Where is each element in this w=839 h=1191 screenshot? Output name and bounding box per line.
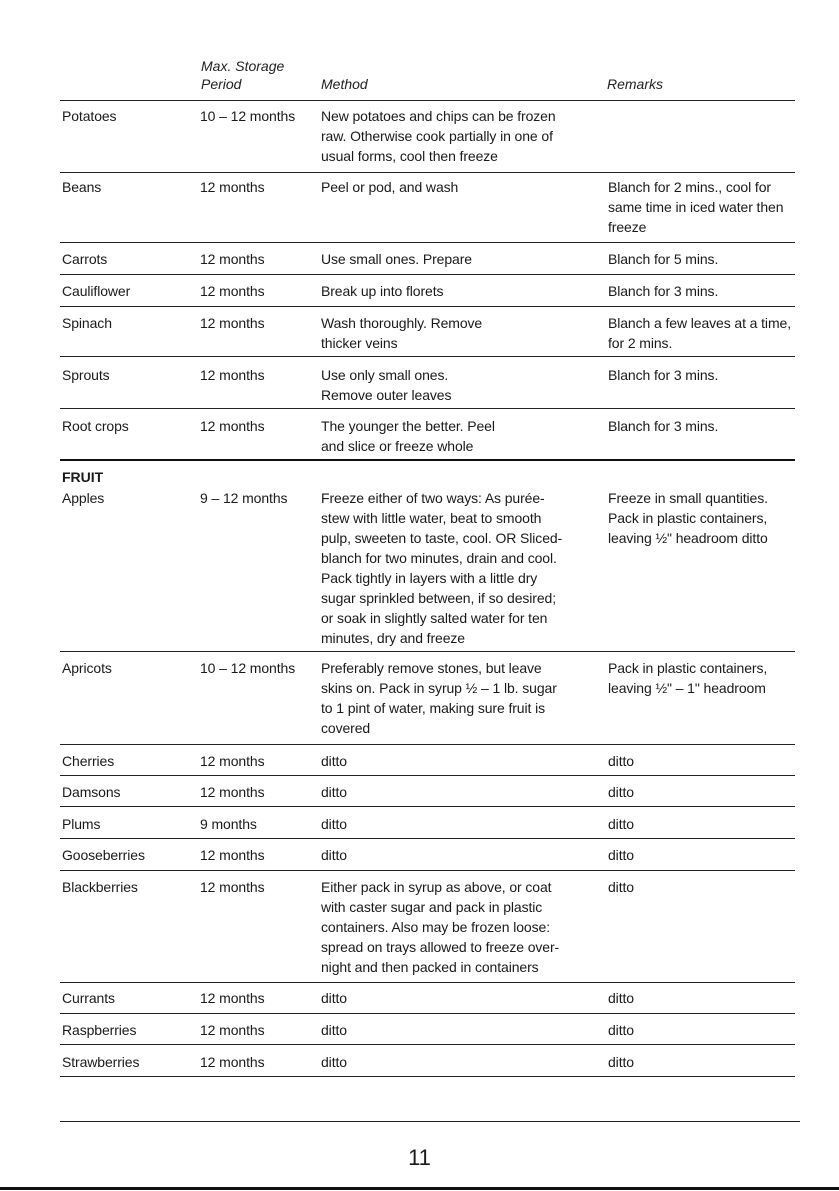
item-name: Beans xyxy=(62,179,102,195)
method-text: The younger the better. Peel and slice or freeze whole xyxy=(321,418,495,454)
storage-period: 12 months xyxy=(200,1022,265,1038)
method-text: Freeze either of two ways: As purée-stew with little water, beat to smooth pulp, sweeten to taste, cool. OR Sliced-blanch for two minutes, drain and cool. Pack tightly in layers with a little dry sugar sprinkled between, if so desired; or soak in slightly salted water for ten minutes, dry and freeze xyxy=(321,490,563,646)
item-name: Blackberries xyxy=(62,879,138,895)
remarks-text: ditto xyxy=(608,1054,634,1070)
row-divider xyxy=(60,408,795,409)
row-divider xyxy=(60,1013,795,1014)
method-text: Either pack in syrup as above, or coat with caster sugar and pack in plastic containers. Also may be frozen loose: spread on trays allowed to freeze over-night and then packed in containers xyxy=(321,879,560,975)
remarks-text: Freeze in small quantities. Pack in plastic containers, leaving ½" headroom ditto xyxy=(608,490,768,546)
item-name: Plums xyxy=(62,816,101,832)
remarks-text: ditto xyxy=(608,753,634,769)
row-divider xyxy=(60,172,795,173)
row-divider xyxy=(60,274,795,275)
storage-period: 12 months xyxy=(200,418,265,434)
method-text: ditto xyxy=(321,990,347,1006)
storage-period: 12 months xyxy=(200,990,265,1006)
method-text: ditto xyxy=(321,847,347,863)
remarks-text: ditto xyxy=(608,1022,634,1038)
row-divider xyxy=(60,838,795,839)
row-divider xyxy=(60,870,795,871)
page-edge xyxy=(0,1187,839,1190)
row-divider xyxy=(60,1044,795,1045)
remarks-text: Blanch for 5 mins. xyxy=(608,251,719,267)
item-name: Potatoes xyxy=(62,108,117,124)
remarks-text: ditto xyxy=(608,847,634,863)
method-text: Use only small ones. Remove outer leaves xyxy=(321,367,452,403)
storage-period: 9 – 12 months xyxy=(200,490,288,506)
storage-period: 12 months xyxy=(200,367,265,383)
storage-period: 12 months xyxy=(200,1054,265,1070)
storage-period: 12 months xyxy=(200,251,265,267)
remarks-text: Blanch for 2 mins., cool for same time in iced water then freeze xyxy=(608,179,784,235)
remarks-text: Blanch for 3 mins. xyxy=(608,367,719,383)
method-text: New potatoes and chips can be frozen raw. Otherwise cook partially in one of usual forms, cool then freeze xyxy=(321,108,556,164)
item-name: Strawberries xyxy=(62,1054,140,1070)
remarks-text: Pack in plastic containers, leaving ½" – 1" headroom xyxy=(608,660,768,696)
remarks-text: Blanch for 3 mins. xyxy=(608,283,719,299)
storage-period: 9 months xyxy=(200,816,257,832)
item-name: Sprouts xyxy=(62,367,110,383)
storage-period: 12 months xyxy=(200,879,265,895)
row-divider xyxy=(60,775,795,776)
row-divider xyxy=(60,744,795,745)
remarks-text: ditto xyxy=(608,816,634,832)
remarks-text: Blanch a few leaves at a time, for 2 mins. xyxy=(608,315,791,351)
method-text: ditto xyxy=(321,784,347,800)
storage-period: 12 months xyxy=(200,283,265,299)
row-divider xyxy=(60,806,795,807)
row-divider xyxy=(60,651,795,652)
remarks-text: ditto xyxy=(608,784,634,800)
row-divider xyxy=(60,356,795,357)
method-text: ditto xyxy=(321,1054,347,1070)
row-divider xyxy=(60,306,795,307)
row-divider xyxy=(60,982,795,983)
item-name: Damsons xyxy=(62,784,121,800)
row-divider xyxy=(60,1076,795,1077)
storage-period: 12 months xyxy=(200,179,265,195)
item-name: Currants xyxy=(62,990,115,1006)
remarks-text: ditto xyxy=(608,990,634,1006)
header-rule xyxy=(60,100,795,101)
storage-period: 12 months xyxy=(200,847,265,863)
item-name: Carrots xyxy=(62,251,108,267)
method-text: ditto xyxy=(321,816,347,832)
item-name: Cauliflower xyxy=(62,283,131,299)
method-text: Preferably remove stones, but leave skins on. Pack in syrup ½ – 1 lb. sugar to 1 pint of water, making sure fruit is covered xyxy=(321,660,557,736)
method-text: Use small ones. Prepare xyxy=(321,251,472,267)
storage-period: 10 – 12 months xyxy=(200,660,296,676)
header-remarks: Remarks xyxy=(607,76,664,92)
section-title-fruit: FRUIT xyxy=(62,469,104,485)
footer-rule xyxy=(60,1121,800,1122)
storage-period: 12 months xyxy=(200,753,265,769)
page-number: 11 xyxy=(408,1145,431,1170)
item-name: Gooseberries xyxy=(62,847,145,863)
item-name: Spinach xyxy=(62,315,112,331)
method-text: Peel or pod, and wash xyxy=(321,179,459,195)
item-name: Root crops xyxy=(62,418,129,434)
row-divider xyxy=(60,242,795,243)
item-name: Apricots xyxy=(62,660,112,676)
method-text: ditto xyxy=(321,1022,347,1038)
storage-period: 10 – 12 months xyxy=(200,108,296,124)
header-storage-period: Max. Storage Period xyxy=(201,58,285,92)
remarks-text: ditto xyxy=(608,879,634,895)
method-text: Wash thoroughly. Remove thicker veins xyxy=(321,315,483,351)
storage-period: 12 months xyxy=(200,784,265,800)
storage-period: 12 months xyxy=(200,315,265,331)
header-method: Method xyxy=(321,76,368,92)
item-name: Cherries xyxy=(62,753,115,769)
method-text: ditto xyxy=(321,753,347,769)
remarks-text: Blanch for 3 mins. xyxy=(608,418,719,434)
item-name: Raspberries xyxy=(62,1022,137,1038)
item-name: Apples xyxy=(62,490,105,506)
method-text: Break up into florets xyxy=(321,283,444,299)
section-divider xyxy=(60,459,795,461)
